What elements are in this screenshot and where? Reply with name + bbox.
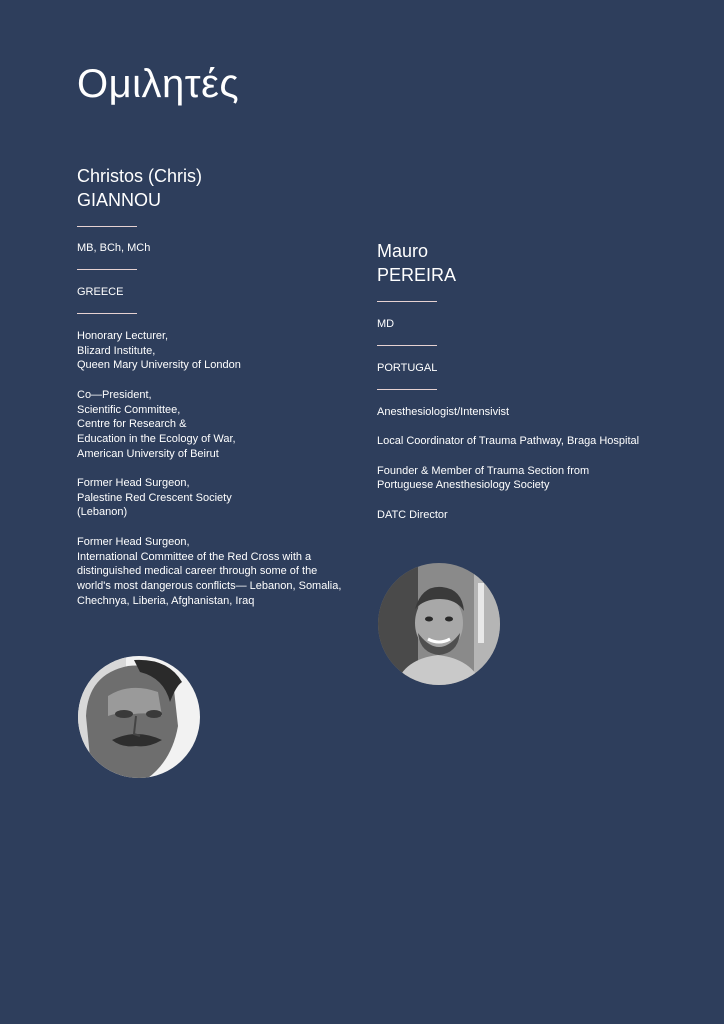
bio-line: Chechnya, Liberia, Afghanistan, Iraq: [77, 594, 255, 607]
speaker-last-name: GIANNOU: [77, 190, 162, 210]
speaker-first-name: Christos (Chris): [77, 166, 203, 186]
bio-line: Local Coordinator of Trauma Pathway, Braga Hospital: [377, 435, 640, 448]
bio-line: Co—President,: [77, 388, 152, 401]
divider: [377, 389, 437, 390]
bio-line: DATC Director: [377, 508, 448, 521]
bio-line: Former Head Surgeon,: [77, 477, 190, 489]
bio-line: Scientific Committee,: [77, 403, 181, 416]
speaker-photo-pereira: [378, 563, 500, 685]
portrait-illustration: [78, 656, 200, 778]
divider: [377, 301, 437, 302]
bio-paragraph: [77, 329, 367, 373]
bio-line: (Lebanon): [77, 506, 128, 519]
bio-paragraph: [377, 434, 677, 449]
speaker-photo-giannou: [78, 656, 200, 778]
bio-line: Anesthesiologist/Intensivist: [377, 406, 510, 418]
divider: [377, 345, 437, 346]
portrait-illustration: [378, 563, 500, 685]
bio-paragraph: [377, 405, 677, 420]
bio-line: Portuguese Anesthesiology Society: [377, 479, 550, 492]
divider: [77, 269, 137, 270]
bio-line: Blizard Institute,: [77, 344, 156, 357]
speaker-bio: [77, 329, 367, 608]
bio-paragraph: [77, 476, 367, 520]
speaker-card-pereira: [377, 239, 677, 537]
speaker-credentials: MD: [377, 318, 395, 330]
divider: [77, 226, 137, 227]
speaker-last-name: PEREIRA: [377, 265, 457, 285]
bio-line: Education in the Ecology of War,: [77, 432, 236, 445]
bio-paragraph: [77, 535, 367, 609]
speaker-card-giannou: [77, 164, 367, 623]
divider: [77, 313, 137, 314]
bio-line: Founder & Member of Trauma Section from: [377, 464, 590, 477]
bio-line: International Committee of the Red Cross with a: [77, 550, 312, 563]
bio-line: Honorary Lecturer,: [77, 330, 169, 342]
speaker-first-name: Mauro: [377, 241, 429, 261]
bio-line: Queen Mary University of London: [77, 359, 241, 372]
speaker-credentials: MB, BCh, MCh: [77, 242, 151, 254]
bio-line: distinguished medical career through some of the: [77, 565, 318, 578]
speaker-country: PORTUGAL: [377, 362, 438, 374]
bio-paragraph: [377, 464, 677, 493]
bio-line: American University of Beirut: [77, 447, 219, 460]
bio-line: world's most dangerous conflicts— Lebanon, Somalia,: [77, 579, 342, 592]
speaker-country: GREECE: [77, 286, 124, 298]
bio-line: Former Head Surgeon,: [77, 535, 190, 548]
bio-line: Palestine Red Crescent Society: [77, 491, 232, 504]
page-title: Ομιλητές: [77, 62, 240, 106]
speaker-bio: [377, 405, 677, 523]
bio-paragraph: [377, 508, 677, 523]
bio-paragraph: [77, 388, 367, 462]
bio-line: Centre for Research &: [77, 418, 187, 431]
